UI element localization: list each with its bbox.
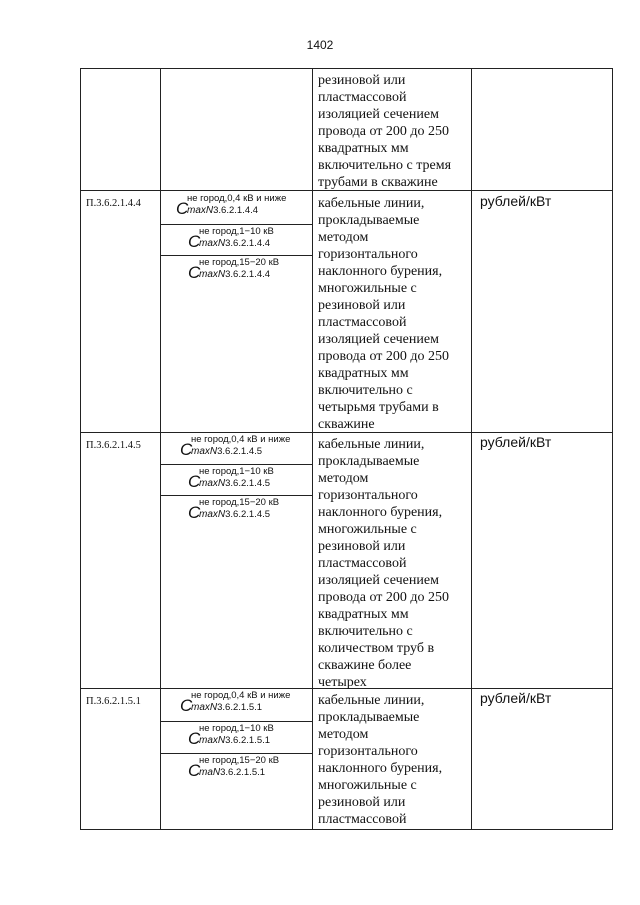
- row-unit: рублей/кВт: [480, 690, 552, 706]
- formula: C не город,1−10 кВ maxN3.6.2.1.4.5: [188, 466, 274, 491]
- formula: C не город,0,4 кВ и ниже maxN3.6.2.1.5.1: [180, 690, 291, 715]
- formula: C не город,1−10 кВ maxN3.6.2.1.4.4: [188, 226, 274, 251]
- formula: C не город,0,4 кВ и ниже maxN3.6.2.1.4.4: [176, 193, 287, 218]
- row-description: кабельные линии, прокладываемые методом горизонтального наклонного бурения, многожильные с резиновой или пластмассовой: [318, 693, 443, 827]
- formula: C не город,15−20 кВ maxN3.6.2.1.4.5: [188, 497, 280, 522]
- row-unit: рублей/кВт: [480, 434, 552, 450]
- formula: C не город,0,4 кВ и ниже maxN3.6.2.1.4.5: [180, 434, 291, 459]
- page-number: 1402: [306, 38, 334, 52]
- row-code: П.3.6.2.1.5.1: [86, 696, 141, 707]
- row-unit: рублей/кВт: [480, 193, 552, 209]
- row-description: резиновой или пластмассовой изоляцией сечением провода от 200 до 250 квадратных мм включительно с тремя трубами в скважине: [318, 73, 452, 190]
- formula: C не город,15−20 кВ maxN3.6.2.1.4.4: [188, 257, 280, 282]
- row-description: кабельные линии, прокладываемые методом горизонтального наклонного бурения, многожильные с резиновой или пластмассовой изоляцией сечением провода от 200 до 250 квадратных мм включительно с количеством труб в скважине более четырех: [318, 437, 449, 690]
- row-code: П.3.6.2.1.4.5: [86, 440, 141, 451]
- row-description: кабельные линии, прокладываемые методом горизонтального наклонного бурения, многожильные с резиновой или пластмассовой изоляцией сечением провода от 200 до 250 квадратных мм включительно с четырьмя трубами в скважине: [318, 196, 449, 432]
- formula: C не город,1−10 кВ maxN3.6.2.1.5.1: [188, 723, 274, 748]
- row-code: П.3.6.2.1.4.4: [86, 198, 141, 209]
- formula: C не город,15−20 кВ maN3.6.2.1.5.1: [188, 755, 280, 780]
